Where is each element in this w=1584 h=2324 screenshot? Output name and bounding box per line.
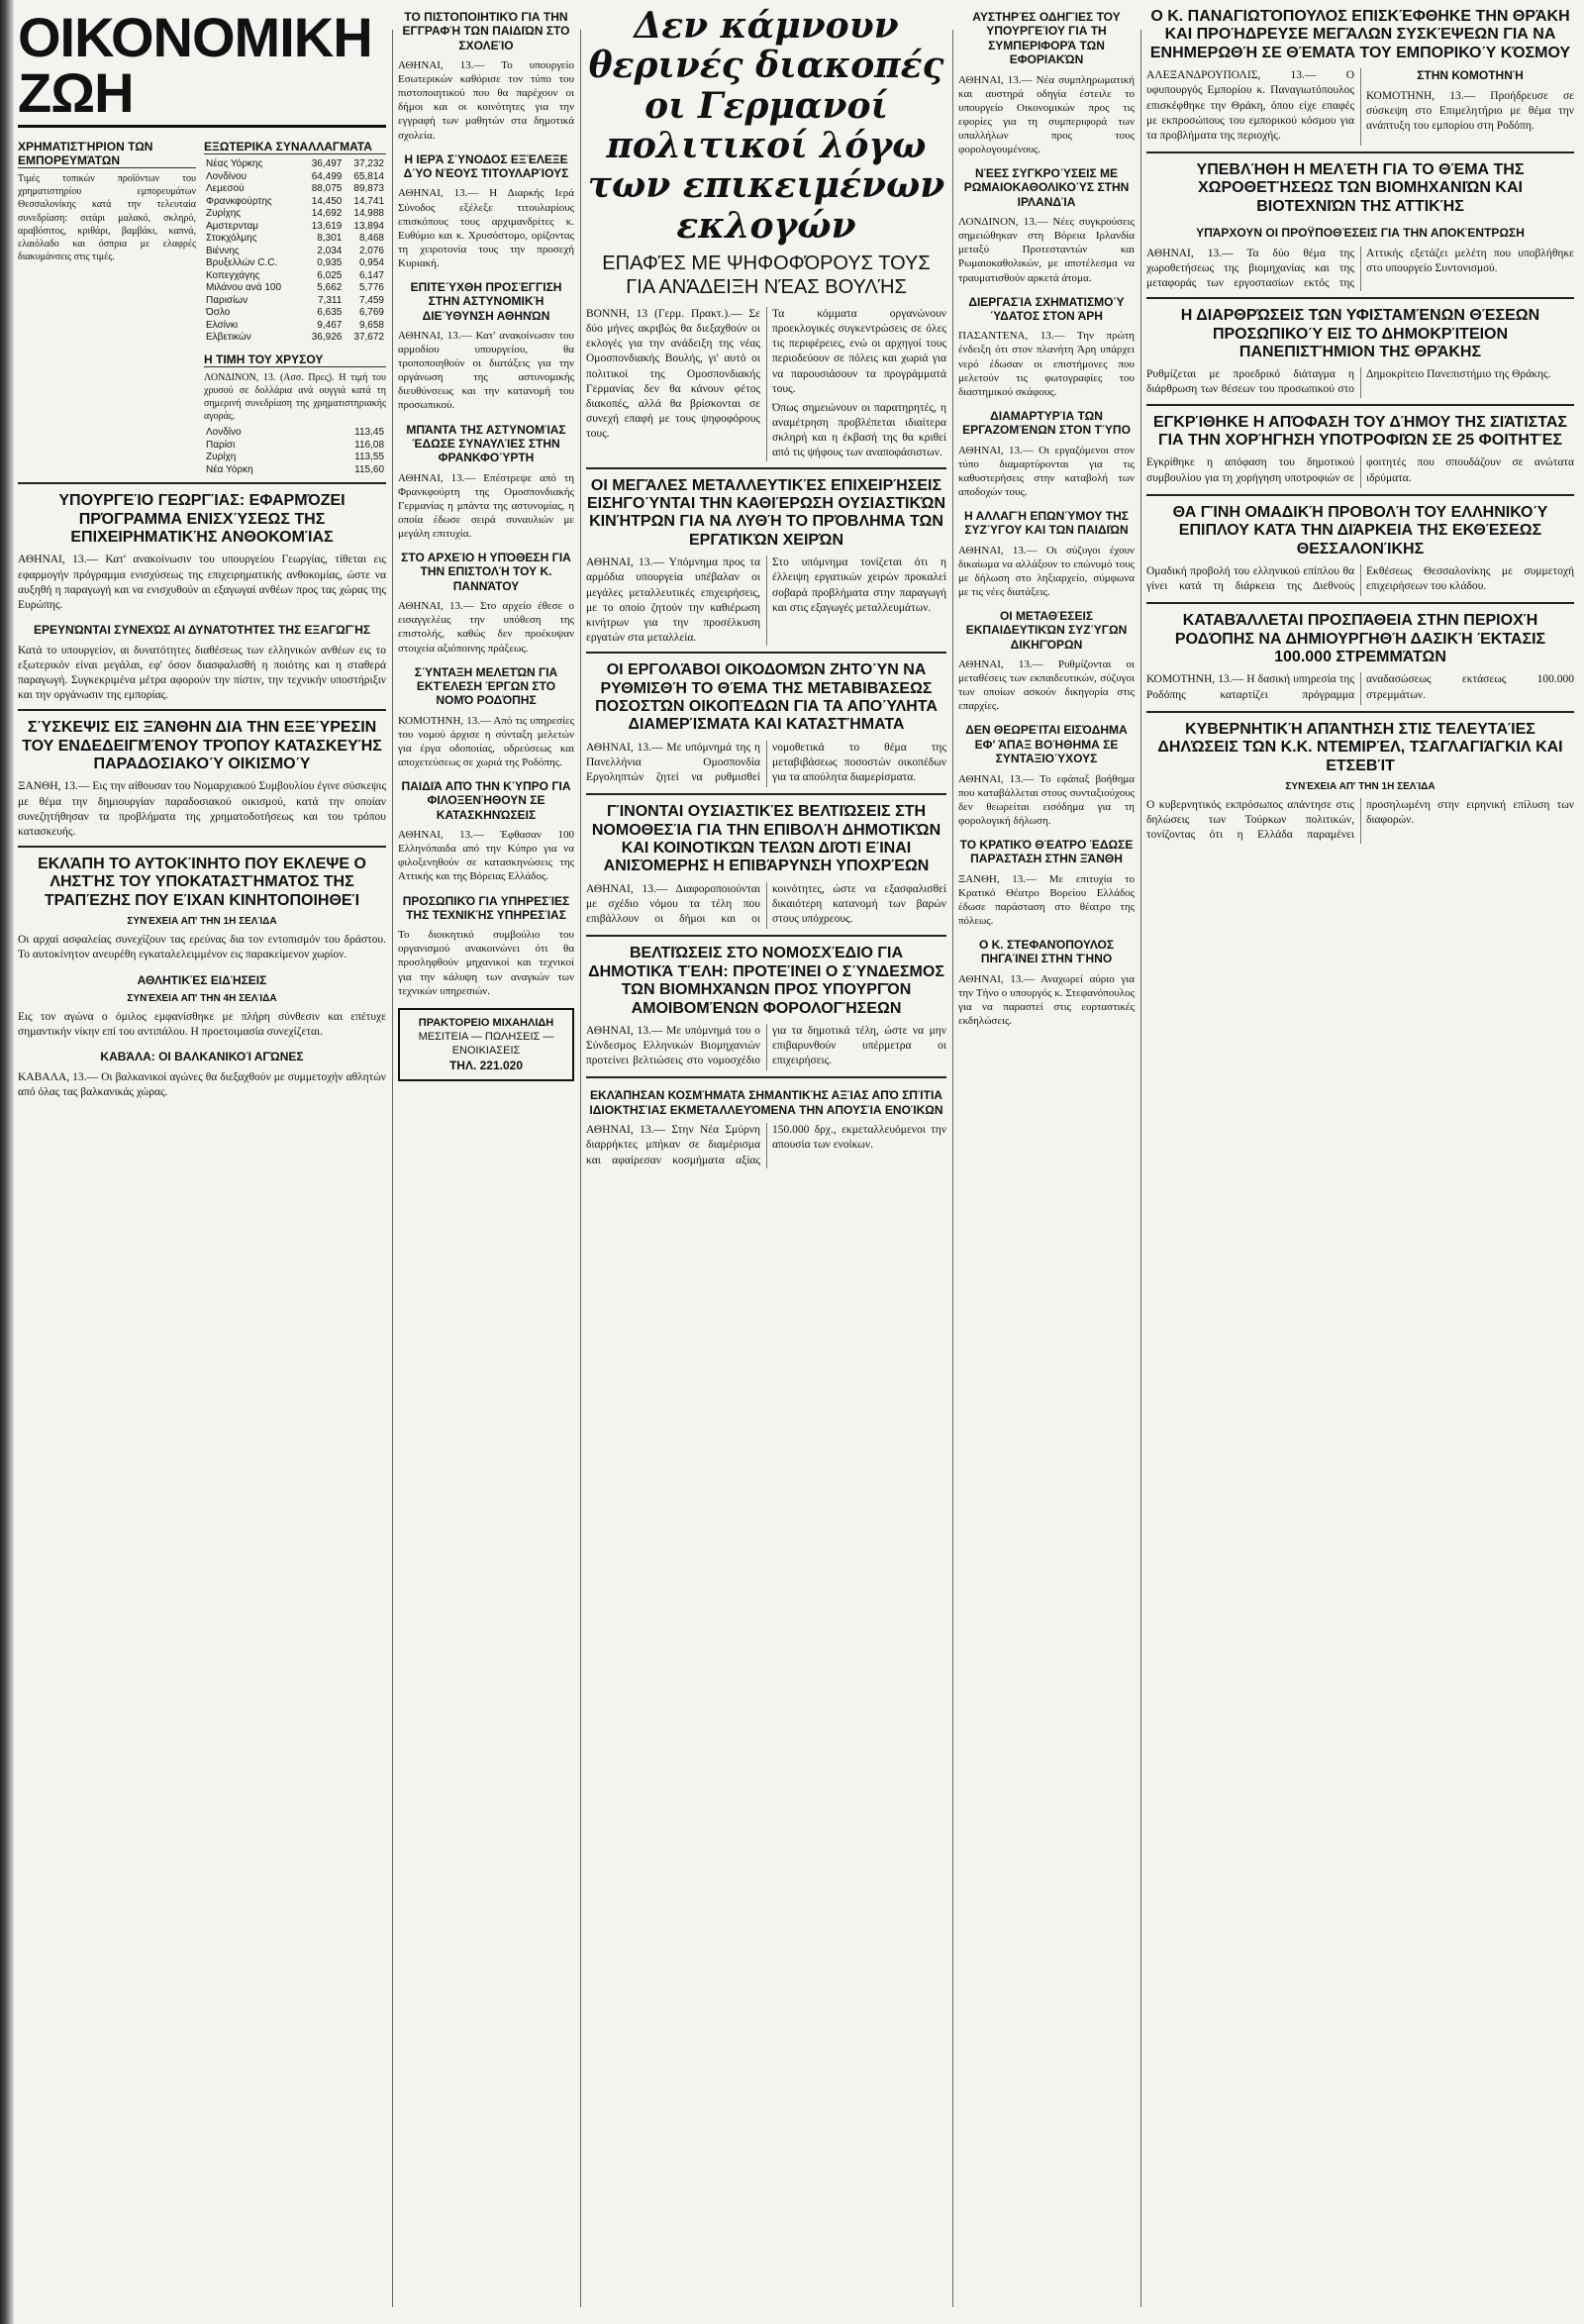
right-cont: ΣΥΝΈΧΕΙΑ ΑΠ' ΤΗΝ 1Η ΣΕΛΊΔΑ bbox=[1285, 780, 1436, 792]
c2-h5: ΣΤΟ ΑΡΧΕΊΟ Η ΥΠΌΘΕΣΗ ΓΙΑ ΤΗΝ ΕΠΙΣΤΟΛΉ ΤΟΥ Κ. ΠΑΝΝΆΤΟΥ bbox=[401, 551, 571, 593]
right-h6: ΚΑΤΑΒΆΛΛΕΤΑΙ ΠΡΟΣΠΆΘΕΙΑ ΣΤΗΝ ΠΕΡΙΟΧΉ ΡΟΔΌΠΗΣ ΝΑ ΔΗΜΙΟΥΡΓΗΘΉ ΔΑΣΙΚΉ ΈΚΤΑΣΙΣ 100.000 ΣΤΡΕΜΜΆΤΩΝ bbox=[1174, 612, 1546, 666]
c2-t8: Το διοικητικό συμβούλιο του οργανισμού ανακοινώνει ότι θα προσληφθούν μηχανικοί και τεχνικοί για την κάλυψη των αναγκών των τεχνικών υπηρεσιών. bbox=[398, 929, 574, 997]
center-h3: ΟΙ ΕΡΓΟΛΆΒΟΙ ΟΙΚΟΔΟΜΏΝ ΖΗΤΟΎΝ ΝΑ ΡΥΘΜΙΣΘΉ ΤΟ ΘΈΜΑ ΤΗΣ ΜΕΤΑΒΙΒΆΣΕΩΣ ΠΟΣΟΣΤΏΝ ΟΙΚΟΠΈΔΩΝ ΓΙΑ ΤΑ ΑΠΟΎΛΗΤΑ ΔΙΑΜΕΡΊΣΜΑΤΑ ΚΑΙ ΚΑΤΑΣΤΉΜΑΤΑ bbox=[595, 661, 938, 734]
center-h5: ΒΕΛΤΙΏΣΕΙΣ ΣΤΟ ΝΟΜΟΣΧΈΔΙΟ ΓΙΑ ΔΗΜΟΤΙΚΆ ΤΈΛΗ: ΠΡΟΤΕΊΝΕΙ Ο ΣΎΝΔΕΣΜΟΣ ΤΩΝ ΒΙΟΜΗΧΆΝΩΝ ΠΡΟΣ ΥΠΟΥΡΓΌΝ ΑΜΟΙΒΟΜΈΝΩΝ ΦΟΡΟΛΟΓΉΣΕΩΝ bbox=[588, 945, 944, 1017]
c2-h2: Η ΙΕΡΆ ΣΎΝΟΔΟΣ ΕΞΈΛΕΞΕ ΔΎΟ ΝΈΟΥΣ ΤΙΤΟΥΛΑΡΊΟΥΣ bbox=[403, 152, 569, 181]
fx-label: Παρισίων bbox=[206, 294, 248, 306]
ad-title: ΠΡΑΚΤΟΡΕΙΟ ΜΙΧΑΗΛΙΔΗ bbox=[418, 1016, 554, 1029]
fx-sell: 65,814 bbox=[353, 170, 384, 182]
fx-label: Βιέννης bbox=[206, 245, 240, 256]
fx-label: Φρανκφούρτης bbox=[206, 195, 272, 207]
fx-sell: 8,468 bbox=[358, 233, 384, 244]
right-h7: ΚΥΒΕΡΝΗΤΙΚΉ ΑΠΆΝΤΗΣΗ ΣΤΙΣ ΤΕΛΕΥΤΑΊΕΣ ΔΗΛΏΣΕΙΣ ΤΩΝ Κ.Κ. ΝΤΕΜΙΡΈΛ, ΤΣΑΓΛΑΓΙΆΓΚΙΛ ΚΑΙ ΕΤΣΕΒΊΤ bbox=[1157, 720, 1563, 774]
fx-sell: 89,873 bbox=[353, 183, 384, 194]
c4-h8: ΤΟ ΚΡΑΤΙΚΌ ΘΈΑΤΡΟ ΈΔΩΣΕ ΠΑΡΆΣΤΑΣΗ ΣΤΗΝ ΞΆΝΘΗ bbox=[959, 837, 1134, 866]
gold-row bbox=[204, 427, 386, 440]
section-masthead: ΟΙΚΟΝΟΜΙΚΗ ΖΩΗ bbox=[18, 0, 386, 128]
fx-label: Ζυρίχης bbox=[206, 208, 242, 219]
c2-t4: ΑΘΗΝΑΙ, 13.— Επέστρεψε από τη Φρανκφούρτη της Ομοσπονδιακής Γερμανίας η μπάντα της αστυνομίας, η οποία έδωσε σειρά συναυλιών με μεγάλη επιτυχία. bbox=[398, 471, 574, 541]
center-subhead: ΕΠΑΦΈΣ ΜΕ ΨΗΦΟΦΌΡΟΥΣ ΤΟΥΣ ΓΙΑ ΑΝΆΔΕΙΞΗ ΝΈΑΣ ΒΟΥΛΉΣ bbox=[602, 252, 931, 298]
right-t3: ΑΘΗΝΑΙ, 13.— Τα δύο θέμα της χωροθετήσεως της βιομηχανίας και της μεταφοράς των εργοστασίων εκτός της Αττικής εξετάζει μελέτη που υποβλήθηκε στο υπουργείο Συντονισμού. bbox=[1146, 247, 1574, 289]
center-t4: ΑΘΗΝΑΙ, 13.— Υπόμνημα προς τα αρμόδια υπουργεία υπέβαλαν οι μεγάλες μεταλλευτικές επιχειρήσεις, με το οποίο ζητούν την καθιέρωση κινήτρων για την προσέλκυση εργατών στα μεταλλεία. bbox=[586, 556, 760, 645]
advertisement bbox=[398, 1008, 574, 1081]
gold-value: 113,45 bbox=[354, 427, 384, 439]
fx-buy: 14,450 bbox=[311, 195, 343, 207]
fx-buy: 8,301 bbox=[317, 233, 343, 244]
fx-row bbox=[204, 270, 386, 283]
right-t6: Ομαδική προβολή του ελληνικού επίπλου θα γίνει κατά τη διάρκεια της Διεθνούς Εκθέσεως Θεσσαλονίκης με συμμετοχή επιχειρήσεων του κλάδου. bbox=[1146, 564, 1574, 593]
fx-buy: 14,692 bbox=[311, 208, 343, 219]
fx-sell: 14,741 bbox=[353, 195, 384, 207]
center-t5: Στο υπόμνημα τονίζεται ότι η έλλειψη εργατικών χειρών προκαλεί σοβαρά προβλήματα στην παραγωγή και στις εξαγωγές μεταλλευμάτων. bbox=[772, 556, 946, 614]
left-h4: ΕΚΛΆΠΗ ΤΟ ΑΥΤΟΚΊΝΗΤΟ ΠΟΥ ΕΚΛΕΨΕ Ο ΛΗΣΤΉΣ ΤΟΥ ΥΠΟΚΑΤΑΣΤΉΜΑΤΟΣ ΤΗΣ ΤΡΑΠΈΖΗΣ ΠΟΥ ΕΊΧΑΝ ΚΙΝΗΤΟΠΟΙΗΘΕΊ bbox=[38, 856, 366, 909]
right-column bbox=[1146, 0, 1574, 2324]
center-h2: ΟΙ ΜΕΓΆΛΕΣ ΜΕΤΑΛΛΕΥΤΙΚΈΣ ΕΠΙΧΕΙΡΉΣΕΙΣ ΕΙΣΗΓΟΎΝΤΑΙ ΤΗΝ ΚΑΘΙΈΡΩΣΗ ΟΥΣΙΑΣΤΙΚΏΝ ΚΙΝΉΤΡΩΝ ΓΙΑ ΝΑ ΛΥΘΉ ΤΟ ΠΡΌΒΛΗΜΑ ΤΩΝ ΕΡΓΑΤΙΚΏΝ ΧΕΙΡΏΝ bbox=[586, 476, 945, 549]
right-h5: ΘΑ ΓΊΝΗ ΟΜΑΔΙΚΉ ΠΡΟΒΟΛΉ ΤΟΥ ΕΛΛΗΝΙΚΟΎ ΕΠΙΠΛΟΥ ΚΑΤΆ ΤΗΝ ΔΙΆΡΚΕΙΑ ΤΗΣ ΕΚΘΈΣΕΩΣ ΘΕΣΣΑΛΟΝΊΚΗΣ bbox=[1172, 503, 1548, 557]
fx-row bbox=[204, 208, 386, 221]
c2-t5: ΑΘΗΝΑΙ, 13.— Στο αρχείο έθεσε ο εισαγγελέας την υπόθεση της επιστολής, καθώς δεν προέκυψαν στοιχεία αξιόποινης πράξεως. bbox=[398, 600, 574, 655]
right-t8: Ο κυβερνητικός εκπρόσωπος απάντησε στις δηλώσεις των Τούρκων πολιτικών, τονίζοντας ότι η Ελλάδα παραμένει προσηλωμένη στην ειρηνική επίλυση των διαφορών. bbox=[1146, 798, 1574, 842]
c2-h1: ΤΟ ΠΙΣΤΟΠΟΙΗΤΙΚΌ ΓΙΑ ΤΗΝ ΕΓΓΡΑΦΉ ΤΩΝ ΠΑΙΔΙΏΝ ΣΤΟ ΣΧΟΛΕΊΟ bbox=[402, 10, 570, 52]
fx-buy: 36,926 bbox=[311, 332, 343, 343]
center-t3: Όπως σημειώνουν οι παρατηρητές, η αναμέτρηση προβλέπεται ιδιαίτερα σκληρή και η έκβασή της θα κριθεί από τις ψήφους των αναποφάσιστων. bbox=[772, 401, 946, 459]
center-headline: Δεν κάμνουν θερινές διακοπές οι Γερμανοί πολιτικοί λόγω των επικειμένων εκλογών bbox=[587, 5, 945, 247]
fx-buy: 88,075 bbox=[311, 183, 343, 194]
fx-label: Νέας Υόρκης bbox=[206, 158, 263, 169]
right-h2: ΥΠΕΒΛΉΘΗ Η ΜΕΛΈΤΗ ΓΙΑ ΤΟ ΘΈΜΑ ΤΗΣ ΧΩΡΟΘΕΤΉΣΕΩΣ ΤΩΝ ΒΙΟΜΗΧΑΝΙΏΝ ΚΑΙ ΒΙΟΤΕΧΝΙΏΝ ΤΗΣ ΑΤΤΙΚΉΣ bbox=[1196, 161, 1525, 215]
exchange-head: ΧΡΗΜΑΤΙΣΤΉΡΙΟΝ ΤΩΝ ΕΜΠΟΡΕΥΜΆΤΩΝ bbox=[18, 140, 196, 168]
c2-t6: ΚΟΜΟΤΗΝΗ, 13.— Από τις υπηρεσίες του νομού άρχισε η σύνταξη μελετών για έργα οδοποιίας, υδρεύσεως και αποχετεύσεως σε χωριά της Ροδόπης. bbox=[398, 714, 574, 768]
fx-row bbox=[204, 246, 386, 258]
fx-label: Στοκχόλμης bbox=[206, 233, 257, 244]
left-t4: Οι αρχαί ασφαλείας συνεχίζουν τας ερεύνας δια τον εντοπισμόν του δράστου. Το αυτοκίνητον ανευρέθη εγκαταλελειμμένον εις παρακείμενον χωρίον. bbox=[18, 934, 386, 961]
c4-t6: ΑΘΗΝΑΙ, 13.— Ρυθμίζονται οι μεταθέσεις των εκπαιδευτικών, σύζυγοι των οποίων ασκούν δικηγορία στις επαρχίες. bbox=[958, 658, 1135, 713]
fx-row bbox=[204, 282, 386, 295]
fx-buy: 7,311 bbox=[318, 294, 343, 306]
fx-buy: 64,499 bbox=[311, 170, 343, 182]
left-t6: ΚΑΒΑΛΑ, 13.— Οι βαλκανικοί αγώνες θα διεξαχθούν με συμμετοχήν αθλητών από όλας τας βαλκανικάς χώρας. bbox=[18, 1070, 386, 1098]
right-t5: Εγκρίθηκε η απόφαση του δημοτικού συμβουλίου για τη χορήγηση υποτροφιών σε φοιτητές που σπουδάζουν σε ανώτατα ιδρύματα. bbox=[1146, 456, 1574, 484]
fx-row bbox=[204, 307, 386, 320]
fx-buy: 0,935 bbox=[317, 257, 343, 268]
fx-label: Μιλάνου ανά 100 bbox=[206, 282, 282, 293]
gold-text: ΛΟΝΔΙΝΟΝ, 13. (Ασσ. Πρες). Η τιμή του χρυσού σε δολλάρια ανά ουγγιά κατά τη σημερινή συνεδρίαση της χρηματιστηριακής αγοράς. bbox=[204, 371, 386, 423]
left-h2: ΕΡΕΥΝΏΝΤΑΙ ΣΥΝΕΧΏΣ ΑΙ ΔΥΝΑΤΌΤΗΤΕΣ ΤΗΣ ΕΞΑΓΩΓΉΣ bbox=[33, 623, 371, 638]
c2-h6: ΣΎΝΤΑΞΗ ΜΕΛΕΤΏΝ ΓΙΑ ΕΚΤΈΛΕΣΗ ΈΡΓΩΝ ΣΤΟ ΝΟΜΌ ΡΟΔΌΠΗΣ bbox=[414, 664, 558, 708]
fx-sell: 9,658 bbox=[358, 319, 384, 331]
c4-h1: ΑΥΣΤΗΡΈΣ ΟΔΗΓΊΕΣ ΤΟΥ ΥΠΟΥΡΓΕΊΟΥ ΓΙΑ ΤΗ ΣΥΜΠΕΡΙΦΟΡΆ ΤΩΝ ΕΦΟΡΙΑΚΏΝ bbox=[972, 10, 1121, 67]
gold-label: Νέα Υόρκη bbox=[206, 463, 253, 475]
fx-row bbox=[204, 295, 386, 308]
c4-t2: ΛΟΝΔΙΝΟΝ, 13.— Νέες συγκρούσεις σημειώθηκαν στη Βόρεια Ιρλανδία μεταξύ Προτεσταντών και Ρωμαιοκαθολικών, με αποτέλεσμα να τραυματισθούν αρκετά άτομα. bbox=[958, 216, 1135, 284]
c4-t7: ΑΘΗΝΑΙ, 13.— Το εφάπαξ βοήθημα που καταβάλλεται στους συνταξιούχους δεν θεωρείται εισόδημα για τη φορολογική δήλωση. bbox=[958, 772, 1135, 827]
c2-h3: ΕΠΙΤΕΎΧΘΗ ΠΡΟΣΈΓΓΙΣΗ ΣΤΗΝ ΑΣΤΥΝΟΜΙΚΉ ΔΙΕΎΘΥΝΣΗ ΑΘΗΝΏΝ bbox=[410, 279, 562, 323]
fx-label: Βρυξελλών C.C. bbox=[206, 257, 278, 268]
c4-t5: ΑΘΗΝΑΙ, 13.— Οι σύζυγοι έχουν δικαίωμα να αλλάξουν το επώνυμό τους με δήλωση στο ληξιαρχείο, σύμφωνα με τις νέες διατάξεις. bbox=[958, 544, 1135, 598]
right-t2: ΚΟΜΟΤΗΝΗ, 13.— Προήδρευσε σε σύσκεψη στο Επιμελητήριο με θέμα την ανάπτυξη του εμπορίου στη Ροδόπη. bbox=[1366, 89, 1574, 132]
page-binding-edge bbox=[0, 0, 14, 2324]
c2-h7: ΠΑΙΔΙΆ ΑΠΌ ΤΗΝ ΚΎΠΡΟ ΓΙΑ ΦΙΛΟΞΕΝΉΘΟΥΝ ΣΕ ΚΑΤΑΣΚΗΝΏΣΕΙΣ bbox=[401, 779, 571, 822]
left-column bbox=[18, 0, 386, 2324]
center-t9: ΑΘΗΝΑΙ, 13.— Στην Νέα Σμύρνη διαρρήκτες μπήκαν σε διαμέρισμα και αφαίρεσαν κοσμήματα αξίας 150.000 δρχ., εκμεταλλευόμενοι την απουσία των ενοίκων. bbox=[586, 1124, 946, 1166]
fx-label: Όσλο bbox=[206, 307, 231, 318]
gold-label: Λονδίνο bbox=[206, 427, 242, 439]
gold-value: 115,60 bbox=[354, 463, 384, 475]
left-t5: Εις τον αγώνα ο όμιλος εμφανίσθηκε με πλήρη σύνθεσιν και επέτυχε σημαντικήν νίκην επί του αντιπάλου. Η προετοιμασία συνεχίζεται. bbox=[18, 1010, 386, 1039]
c2-h4: ΜΠΆΝΤΑ ΤΗΣ ΑΣΤΥΝΟΜΊΑΣ ΈΔΩΣΕ ΣΥΝΑΥΛΊΕΣ ΣΤΗΝ ΦΡΑΝΚΦΟΎΡΤΗ bbox=[406, 422, 566, 465]
exchange-text: Τιμές τοπικών προϊόντων του χρηματιστηρίου εμπορευμάτων Θεσσαλονίκης κατά την τελευταία συνεδρίαση: σιτάρι μαλακό, σκληρό, αραβόσιτος, κριθάρι, βαμβάκι, καπνά, ελαιόλαδο και όσπρια με ελαφρές διακυμάνσεις στις τιμές. bbox=[18, 173, 196, 263]
fx-buy: 13,619 bbox=[311, 220, 343, 232]
center-t2: Τα κόμματα οργανώνουν προεκλογικές συγκεντρώσεις σε όλες τις περιφέρειες, ενώ οι αρχηγοί τους περιοδεύουν σε πόλεις και χωριά για να παρουσιάσουν τα προγράμματά τους. bbox=[772, 307, 946, 395]
right-t1: ΑΛΕΞΑΝΔΡΟΥΠΟΛΙΣ, 13.— Ο υφυπουργός Εμπορίου κ. Παναγιωτόπουλος επισκέφθηκε την Θράκη, όπου είχε επαφές με εκπροσώπους του εμπορικού κόσμου για τα προβλήματα της περιοχής. bbox=[1146, 69, 1354, 142]
column-2 bbox=[398, 0, 574, 2324]
fx-label: Αμστερνταμ bbox=[206, 220, 259, 232]
c4-h2: ΝΈΕΣ ΣΥΓΚΡΟΎΣΕΙΣ ΜΕ ΡΩΜΑΙΟΚΑΘΟΛΙΚΟΎΣ ΣΤΗΝ ΙΡΛΑΝΔΊΑ bbox=[963, 166, 1130, 209]
gold-label: Παρίσι bbox=[206, 439, 236, 451]
center-column bbox=[586, 0, 946, 2324]
gold-row bbox=[204, 464, 386, 477]
fx-sell: 37,672 bbox=[353, 332, 384, 343]
fx-row bbox=[204, 183, 386, 196]
center-h6: ΕΚΛΆΠΗΣΑΝ ΚΟΣΜΉΜΑΤΑ ΣΗΜΑΝΤΙΚΉΣ ΑΞΊΑΣ ΑΠΌ ΣΠΊΤΙΑ ΙΔΙΟΚΤΗΣΊΑΣ ΕΚΜΕΤΑΛΛΕΥΌΜΕΝΑ ΤΗΝ ΑΠΟΥΣΊΑ ΕΝΟΊΚΩΝ bbox=[589, 1088, 943, 1117]
fx-sell: 2,076 bbox=[358, 245, 384, 256]
fx-sell: 5,776 bbox=[358, 282, 384, 293]
c4-t4: ΑΘΗΝΑΙ, 13.— Οι εργαζόμενοι στον τύπο διαμαρτύρονται για τις καθυστερήσεις στην καταβολή των αποδοχών τους. bbox=[958, 444, 1135, 498]
c4-h5: Η ΑΛΛΑΓΉ ΕΠΩΝΎΜΟΥ ΤΗΣ ΣΥΖΎΓΟΥ ΚΑΙ ΤΩΝ ΠΑΙΔΙΏΝ bbox=[964, 508, 1129, 538]
fx-row bbox=[204, 158, 386, 171]
fx-row bbox=[204, 320, 386, 333]
left-h5: ΑΘΛΗΤΙΚΈΣ ΕΙΔΉΣΕΙΣ bbox=[137, 972, 267, 987]
c2-t7: ΑΘΗΝΑΙ, 13.— Έφθασαν 100 Ελληνόπαιδα από την Κύπρο για να φιλοξενηθούν σε κατασκηνώσεις της Αττικής και της Βόρειας Ελλάδος. bbox=[398, 829, 574, 883]
left-t3: ΞΑΝΘΗ, 13.— Εις την αίθουσαν του Νομαρχιακού Συμβουλίου έγινε σύσκεψις με θέμα την δημιουργίαν παραδοσιακού οικισμού, κατά την οποίαν συνεζητήθησαν τα προβλήματα της χρηματοδοτήσεως και του τρόπου κατασκευής. bbox=[18, 780, 386, 838]
center-t6: ΑΘΗΝΑΙ, 13.— Με υπόμνημά της η Πανελλήνια Ομοσπονδία Εργοληπτών ζητεί να ρυθμισθεί νομοθετικά το θέμα της μεταβιβάσεως ποσοστών οικοπέδων για τα απούλητα διαμερίσματα. bbox=[586, 741, 946, 784]
center-t7: ΑΘΗΝΑΙ, 13.— Διαφοροποιούνται με σχέδιο νόμου τα τέλη που επιβάλλουν οι δήμοι και οι κοινότητες, ώστε να εξασφαλισθεί δικαιότερη κατανομή των βαρών στους υπόχρεους. bbox=[586, 882, 946, 926]
left-h1: ΥΠΟΥΡΓΕΊΟ ΓΕΩΡΓΊΑΣ: ΕΦΑΡΜΌΖΕΙ ΠΡΌΓΡΑΜΜΑ ΕΝΙΣΧΎΣΕΩΣ ΤΗΣ ΕΠΙΧΕΙΡΗΜΑΤΙΚΉΣ ΑΝΘΟΚΟΜΊΑΣ bbox=[58, 492, 346, 547]
right-sub2: ΥΠΆΡΧΟΥΝ ΟΙ ΠΡΟΫΠΟΘΈΣΕΙΣ ΓΙΑ ΤΗΝ ΑΠΟΚΈΝΤΡΩΣΗ bbox=[1196, 226, 1525, 241]
right-t7: ΚΟΜΟΤΗΝΗ, 13.— Η δασική υπηρεσία της Ροδόπης καταρτίζει πρόγραμμα αναδασώσεως εκτάσεως 100.000 στρεμμάτων. bbox=[1146, 673, 1574, 701]
c4-h3: ΔΙΕΡΓΑΣΊΑ ΣΧΗΜΑΤΙΣΜΟΎ ΎΔΑΤΟΣ ΣΤΟΝ ΆΡΗ bbox=[968, 294, 1125, 323]
center-t8: ΑΘΗΝΑΙ, 13.— Με υπόμνημά του ο Σύνδεσμος Ελληνικών Βιομηχανιών προτείνει βελτιώσεις στο νομοσχέδιο για τα δημοτικά τέλη, ώστε να μην επιβαρυνθούν υπέρμετρα οι επιχειρήσεις. bbox=[586, 1024, 946, 1067]
gold-table bbox=[204, 427, 386, 476]
fx-buy: 6,635 bbox=[317, 307, 343, 318]
c4-h6: ΟΙ ΜΕΤΑΘΈΣΕΙΣ ΕΚΠΑΙΔΕΥΤΙΚΏΝ ΣΥΖΎΓΩΝ ΔΙΚΗΓΌΡΩΝ bbox=[965, 608, 1128, 652]
fx-row bbox=[204, 196, 386, 209]
fx-table bbox=[204, 158, 386, 345]
fx-sell: 6,147 bbox=[358, 269, 384, 281]
center-h4: ΓΊΝΟΝΤΑΙ ΟΥΣΙΑΣΤΙΚΈΣ ΒΕΛΤΙΏΣΕΙΣ ΣΤΗ ΝΟΜΟΘΕΣΊΑ ΓΙΑ ΤΗΝ ΕΠΙΒΟΛΉ ΔΗΜΟΤΙΚΏΝ ΚΑΙ ΚΟΙΝΟΤΙΚΏΝ ΤΕΛΏΝ ΔΙΌΤΙ ΕΊΝΑΙ ΑΝΙΣΌΜΕΡΗΣ Η ΕΠΙΒΆΡΥΝΣΗ ΥΠΟΧΡΈΩΝ bbox=[591, 803, 941, 875]
c2-h8: ΠΡΟΣΩΠΙΚΌ ΓΙΑ ΥΠΗΡΕΣΊΕΣ ΤΗΣ ΤΕΧΝΙΚΉΣ ΥΠΗΡΕΣΊΑΣ bbox=[402, 893, 570, 922]
gold-value: 116,08 bbox=[354, 439, 384, 451]
c4-t3: ΠΑΣΑΝΤΕΝΑ, 13.— Την πρώτη ένδειξη ότι στον πλανήτη Άρη υπάρχει νερό έδωσαν οι επιστήμονες που μελετούν τις φωτογραφίες του διαστημικού σκάφους. bbox=[958, 330, 1135, 398]
left-h6: ΚΑΒΆΛΑ: ΟΙ ΒΑΛΚΑΝΙΚΟΊ ΑΓΏΝΕΣ bbox=[100, 1050, 304, 1064]
fx-buy: 6,025 bbox=[317, 269, 343, 281]
left-cont2: ΣΥΝΈΧΕΙΑ ΑΠ' ΤΗΝ 4Η ΣΕΛΊΔΑ bbox=[127, 992, 277, 1004]
right-h4: ΕΓΚΡΊΘΗΚΕ Η ΑΠΌΦΑΣΗ ΤΟΥ ΔΉΜΟΥ ΤΗΣ ΣΙΆΤΙΣΤΑΣ ΓΙΑ ΤΗΝ ΧΟΡΉΓΗΣΗ ΥΠΟΤΡΟΦΙΏΝ ΣΕ 25 ΦΟΙΤΗΤΈΣ bbox=[1153, 413, 1567, 450]
fx-buy: 9,467 bbox=[317, 319, 343, 331]
fx-row bbox=[204, 171, 386, 184]
fx-head: ΕΞΩΤΕΡΙΚΑ ΣΥΝΑΛΛΑΓΜΑΤΑ bbox=[204, 140, 386, 154]
fx-sell: 7,459 bbox=[358, 294, 384, 306]
fx-row bbox=[204, 221, 386, 234]
c4-h9: Ο Κ. ΣΤΕΦΑΝΌΠΟΥΛΟΣ ΠΗΓΑΊΝΕΙ ΣΤΗΝ ΤΉΝΟ bbox=[978, 938, 1115, 966]
fx-label: Λεμεσού bbox=[206, 183, 245, 194]
right-h3: Η ΔΙΑΡΘΡΏΣΕΙΣ ΤΩΝ ΥΦΙΣΤΑΜΈΝΩΝ ΘΈΣΕΩΝ ΠΡΟΣΩΠΙΚΟΎ ΕΙΣ ΤΟ ΔΗΜΟΚΡΊΤΕΙΟΝ ΠΑΝΕΠΙΣΤΉΜΙΟΝ ΤΗΣ ΘΡΆΚΗΣ bbox=[1180, 307, 1540, 360]
fx-sell: 14,988 bbox=[353, 208, 384, 219]
column-4 bbox=[958, 0, 1135, 2324]
fx-label: Ελβετικών bbox=[206, 332, 251, 343]
gold-label: Ζυρίχη bbox=[206, 452, 237, 463]
right-sub1: ΣΤΗΝ ΚΟΜΟΤΗΝΉ bbox=[1417, 68, 1524, 83]
c4-h4: ΔΙΑΜΑΡΤΥΡΊΑ ΤΩΝ ΕΡΓΑΖΟΜΈΝΩΝ ΣΤΟΝ ΤΎΠΟ bbox=[962, 408, 1131, 438]
fx-sell: 37,232 bbox=[353, 158, 384, 169]
left-h3: ΣΎΣΚΕΨΙΣ ΕΙΣ ΞΆΝΘΗΝ ΔΙΑ ΤΗΝ ΕΞΕΎΡΕΣΙΝ ΤΟΥ ΕΝΔΕΔΕΙΓΜΈΝΟΥ ΤΡΌΠΟΥ ΚΑΤΑΣΚΕΥΉΣ ΠΑΡΑΔΟΣΙΑΚΟΎ ΟΙΚΙΣΜΟΎ bbox=[22, 719, 382, 772]
ad-phone: ΤΗΛ. 221.020 bbox=[448, 1058, 524, 1072]
c4-t1: ΑΘΗΝΑΙ, 13.— Νέα συμπληρωματική και αυστηρά οδηγία έστειλε το υπουργείο Οικονομικών προς τις εφορίες για τη συμπεριφορά των υπαλλήλων προς τους φορολογουμένους. bbox=[958, 73, 1135, 155]
ad-sub: ΜΕΣΙΤΕΙΑ — ΠΩΛΗΣΕΙΣ — ΕΝΟΙΚΙΑΣΕΙΣ bbox=[418, 1031, 554, 1058]
fx-label: Κοπεγχάγης bbox=[206, 269, 260, 281]
c4-h7: ΔΕΝ ΘΕΩΡΕΊΤΑΙ ΕΙΣΌΔΗΜΑ ΕΦ' ΆΠΑΞ ΒΟΉΘΗΜΑ ΣΕ ΣΥΝΤΑΞΙΟΎΧΟΥΣ bbox=[965, 723, 1128, 766]
fx-buy: 36,497 bbox=[311, 158, 343, 169]
gold-row bbox=[204, 452, 386, 464]
left-t1: ΑΘΗΝΑΙ, 13.— Κατ' ανακοίνωσιν του υπουργείου Γεωργίας, τίθεται εις εφαρμογήν πρόγραμμα ενισχύσεως της επιχειρηματικής ανθοκομίας, ώστε να αυξηθή η παραγωγή και να ενισχυθούν αι εξαγωγαί ανθέων προς τας χώρας της Ευρώπης. bbox=[18, 554, 386, 611]
center-t1: ΒΟΝΝΗ, 13 (Γερμ. Πρακτ.).— Σε δύο μήνες ακριβώς θα διεξαχθούν οι εκλογές για την ανάδειξη της νέας Ομοσπονδιακής Βουλής, γι' αυτό οι πολιτικοί της Ομοσπονδιακής Γερμανίας δεν θα κάνουν φέτος διακοπές, αλλά θα βρίσκονται σε συνεχή επαφή με τους ψηφοφόρους τους. bbox=[586, 307, 760, 441]
gold-value: 113,55 bbox=[354, 452, 384, 463]
fx-sell: 13,894 bbox=[353, 220, 384, 232]
gold-row bbox=[204, 440, 386, 453]
fx-sell: 0,954 bbox=[358, 257, 384, 268]
left-t2: Κατά το υπουργείον, αι δυνατότητες διαθέσεως των ελληνικών ανθέων εις το εξωτερικόν είναι μεγάλαι, εφ' όσον διασφαλισθή η ποιότης και η σταθερά παραγωγή. Συγκεκριμένα μέτρα αφορούν την πίστιν, την τεχνικήν υποστήριξιν και την οργάνωσιν της εμπορίας. bbox=[18, 644, 386, 702]
fx-label: Ελσίνκι bbox=[206, 319, 239, 331]
fx-row bbox=[204, 233, 386, 246]
c2-t1: ΑΘΗΝΑΙ, 13.— Το υπουργείο Εσωτερικών καθόρισε τον τύπο του πιστοποιητικού που θα παρέχουν οι δήμοι και οι κοινότητες για την εγγραφή των μαθητών στα δημοτικά σχολεία. bbox=[398, 59, 574, 142]
fx-buy: 5,662 bbox=[317, 282, 343, 293]
right-h1: Ο Κ. ΠΑΝΑΓΙΩΤΌΠΟΥΛΟΣ ΕΠΙΣΚΈΦΘΗΚΕ ΤΗΝ ΘΡΆΚΗ ΚΑΙ ΠΡΟΉΔΡΕΥΣΕ ΜΕΓΆΛΩΝ ΣΥΣΚΈΨΕΩΝ ΓΙΑ ΝΑ ΕΝΗΜΕΡΩΘΉ ΣΕ ΘΈΜΑΤΑ ΤΟΥ ΕΜΠΟΡΙΚΟΎ ΚΌΣΜΟΥ bbox=[1149, 8, 1571, 61]
fx-buy: 2,034 bbox=[317, 245, 343, 256]
gold-head: Η ΤΙΜΗ ΤΟΥ ΧΡΥΣΟΥ bbox=[204, 353, 386, 367]
fx-row bbox=[204, 332, 386, 345]
c2-t3: ΑΘΗΝΑΙ, 13.— Κατ' ανακοίνωσιν του αρμοδίου υπουργείου, θα τροποποιηθούν οι διατάξεις για την οργάνωση της αστυνομικής διευθύνσεως και την κατανομή του προσωπικού. bbox=[398, 330, 574, 412]
left-cont1: ΣΥΝΈΧΕΙΑ ΑΠ' ΤΗΝ 1Η ΣΕΛΊΔΑ bbox=[127, 916, 277, 928]
fx-label: Λονδίνου bbox=[206, 170, 248, 182]
fx-row bbox=[204, 257, 386, 270]
fx-sell: 6,769 bbox=[358, 307, 384, 318]
c2-t2: ΑΘΗΝΑΙ, 13.— Η Διαρκής Ιερά Σύνοδος εξέλεξε τιτουλαρίους επισκόπους τους αρχιμανδρίτες κ. Ευθύμιο και κ. Χρυσόστομο, ορίζοντας τη χειροτονία τους την προσεχή Κυριακή. bbox=[398, 187, 574, 269]
c4-t8: ΞΑΝΘΗ, 13.— Με επιτυχία το Κρατικό Θέατρο Βορείου Ελλάδος έδωσε παράσταση στο θέατρο της πόλεως. bbox=[958, 872, 1135, 927]
c4-t9: ΑΘΗΝΑΙ, 13.— Αναχωρεί αύριο για την Τήνο ο υπουργός κ. Στεφανόπουλος για να παραστεί στις εορταστικές εκδηλώσεις. bbox=[958, 972, 1135, 1028]
right-t4: Ρυθμίζεται με προεδρικό διάταγμα η διάρθρωση των θέσεων του προσωπικού στο Δημοκρίτειο Πανεπιστήμιο της Θράκης. bbox=[1146, 368, 1551, 396]
